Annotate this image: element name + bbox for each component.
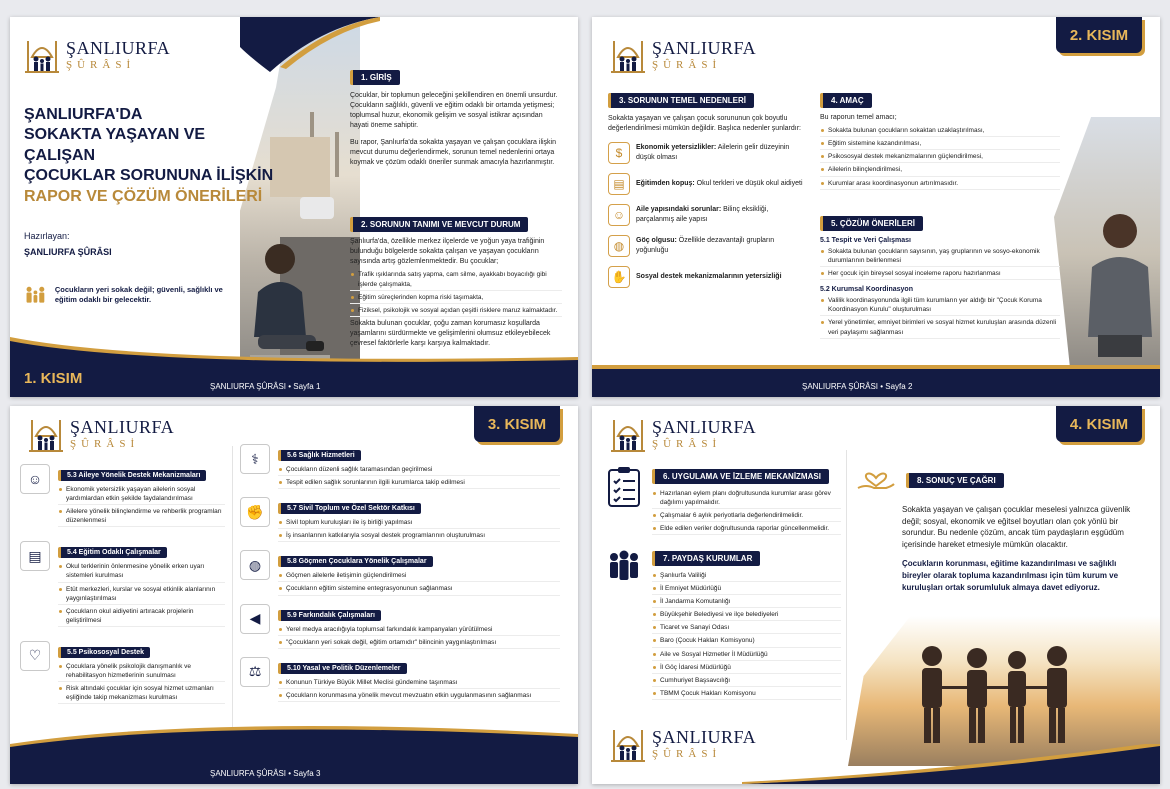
section-8-title: 8. SONUÇ VE ÇAĞRI	[906, 473, 1004, 488]
title-line-4: RAPOR VE ÇÖZÜM ÖNERİLERİ	[24, 187, 263, 205]
globe-icon: ◍	[608, 235, 630, 257]
kisim-label: 2. KISIM	[1056, 17, 1142, 53]
subsection-5-2: 5.2 Kurumsal Koordinasyon	[820, 286, 913, 294]
people-group-icon	[606, 548, 642, 584]
footer-text: ŞANLIURFA ŞÛRÂSI • Sayfa 3	[210, 769, 321, 778]
list-item: Çalışmalar 6 aylık periyotlarla değerlendirilmelidir.	[652, 511, 841, 522]
page-2	[592, 17, 1160, 397]
cause-text: Ailelerin gelir düzeyinin düşük olması	[636, 144, 790, 162]
brand-name: ŞANLIURFA	[652, 417, 757, 437]
solution-title: 5.5 Psikososyal Destek	[58, 647, 150, 658]
list-item: Etüt merkezleri, kurslar ve sosyal etkinlik alanlarının yaygınlaştırılması	[58, 585, 225, 605]
section-7-title: 7. PAYDAŞ KURUMLAR	[652, 551, 760, 566]
prepared-value: ŞANLIURFA ŞÛRÂSI	[24, 247, 112, 257]
section-1	[350, 67, 562, 168]
list-item: Okul terklerinin önlenmesine yönelik erken uyarı sistemleri kurulması	[58, 562, 225, 582]
mosque-family-logo-icon	[24, 35, 60, 75]
list-item: Çocuklara yönelik psikolojik danışmanlık ve rehabilitasyon hizmetlerinin sunulması	[58, 662, 225, 682]
section-2-title: 2. SORUNUN TANIMI VE MEVCUT DURUM	[350, 217, 528, 232]
stethoscope-icon: ⚕	[240, 444, 270, 474]
slogan-block	[24, 281, 224, 309]
solution-title: 5.8 Göçmen Çocuklara Yönelik Çalışmalar	[278, 556, 433, 567]
subsection-5-1: 5.1 Tespit ve Veri Çalışması	[820, 237, 911, 244]
brand-logo-bottom	[610, 724, 756, 764]
list-item: Elde edilen veriler doğrultusunda raporlar güncellenmelidir.	[652, 524, 841, 535]
section-1-p2: Bu rapor, Şanlıurfa'da sokakta yaşayan ve çalışan çocuklara ilişkin mevcut durumu değerlendirmek, sorunun temel nedenlerini ortaya koymak ve çözüm odaklı öneriler sunmak amacıyla hazırlanmıştır.	[350, 138, 557, 166]
list-item: "Çocukların yeri sokak değil, eğitim ortamıdır" bilincinin yaygınlaştırılması	[278, 638, 560, 649]
column-divider	[846, 450, 847, 740]
list-item: Kurumlar arası koordinasyonun artırılmasıdır.	[820, 179, 1060, 190]
list-item: İl Emniyet Müdürlüğü	[652, 584, 841, 595]
list-item: Büyükşehir Belediyesi ve ilçe belediyeleri	[652, 610, 841, 621]
cause-item	[608, 235, 808, 257]
coin-icon: $	[608, 142, 630, 164]
section-3-intro: Sokakta yaşayan ve çalışan çocuk sorununun çok boyutlu değerlendirilmesi mümkün değildir. Başlıca nedenler şunlardır:	[608, 115, 801, 133]
list-item: Yerel yönetimler, emniyet birimleri ve sosyal hizmet kuruluşları arasında düzenli veri paylaşımı sağlanması	[820, 318, 1060, 338]
kisim-label: 4. KISIM	[1056, 406, 1142, 442]
section-2-p1: Şanlıurfa'da, özellikle merkez ilçelerde ve yoğun yaya trafiğinin bulunduğu bölgelerde sokakta çalışan ve yaşayan çocukların sayısında artış gözlemlenmektedir. Bu çocuklar;	[350, 238, 545, 266]
solution-title: 5.7 Sivil Toplum ve Özel Sektör Katkısı	[278, 503, 421, 514]
list-item: Tespit edilen sağlık sorunlarının ilgili kurumlarca takip edilmesi	[278, 478, 560, 489]
globe-icon: ◍	[240, 550, 270, 580]
standing-child-illustration	[1078, 207, 1160, 357]
megaphone-icon: ◀	[240, 604, 270, 634]
list-item: Şanlıurfa Valiliği	[652, 571, 841, 582]
section-6-title: 6. UYGULAMA VE İZLEME MEKANİZMASI	[652, 469, 829, 484]
brand-sub: ŞÛRÂSİ	[70, 438, 140, 450]
kisim-label: 3. KISIM	[474, 406, 560, 442]
list-item: Ailelere yönelik bilinçlendirme ve rehberlik programları düzenlenmesi	[58, 507, 225, 527]
list-item: Psikososyal destek mekanizmalarının güçlendirilmesi,	[820, 152, 1060, 163]
decor-footer-wave	[10, 319, 578, 369]
section-2-item: Fiziksel, psikolojik ve sosyal açıdan çeşitli risklere maruz kalmaktadır.	[350, 306, 562, 317]
cause-bold: Ekonomik yetersizlikler:	[636, 144, 717, 152]
prepared-label: Hazırlayan:	[24, 231, 70, 241]
list-item: İl Jandarma Komutanlığı	[652, 597, 841, 608]
brand-sub: ŞÛRÂSİ	[66, 59, 136, 71]
list-item: İl Göç İdaresi Müdürlüğü	[652, 663, 841, 674]
list-item: Ailelerin bilinçlendirilmesi,	[820, 165, 1060, 176]
section-6	[606, 466, 841, 537]
page-1-title	[24, 105, 274, 207]
section-7	[606, 548, 841, 702]
cause-text: Okul terkleri ve düşük okul aidiyeti	[694, 180, 803, 188]
list-item: Sokakta bulunan çocukların sokaktan uzaklaştırılması,	[820, 126, 1060, 137]
cause-bold: Göç olgusu:	[636, 237, 677, 245]
list-item: Çocukların düzenli sağlık taramasından geçirilmesi	[278, 465, 560, 476]
family-icon	[24, 281, 47, 309]
solution-title: 5.4 Eğitim Odaklı Çalışmalar	[58, 547, 167, 558]
section-2-item: Trafik ışıklarında satış yapma, cam silme, ayakkabı boyacılığı gibi işlerde çalışmakta,	[350, 270, 562, 290]
section-8-p2: Çocukların korunması, eğitime kazandırılması ve sağlıklı bireyler olarak topluma kazandırılması için tüm kurum ve kuruluşları ortak sorumluluk almaya davet ediyoruz.	[902, 559, 1119, 592]
section-5-title: 5. ÇÖZÜM ÖNERİLERİ	[820, 216, 923, 231]
brand-name: ŞANLIURFA	[70, 417, 175, 437]
section-5	[820, 213, 1060, 341]
section-2-item: Eğitim süreçlerinden kopma riski taşımakta,	[350, 293, 562, 304]
brand-logo	[610, 414, 756, 454]
footer-text: ŞANLIURFA ŞÛRÂSI • Sayfa 1	[210, 382, 321, 391]
section-8-p1: Sokakta yaşayan ve çalışan çocuklar meselesi yalnızca güvenlik değil; sosyal, ekonomik ve eğitsel boyutları olan çok yönlü bir sorundur. Bu nedenle çözüm, ancak tüm paydaşların eşgüdüm içerisinde hareket etmesiyle mümkün olacaktır.	[902, 505, 1131, 549]
section-1-title: 1. GİRİŞ	[350, 70, 400, 85]
cause-item	[608, 142, 808, 164]
list-item: TBMM Çocuk Hakları Komisyonu	[652, 689, 841, 700]
list-item: Cumhuriyet Başsavcılığı	[652, 676, 841, 687]
list-item: Risk altındaki çocuklar için sosyal hizmet uzmanları eşliğinde takip mekanizması kurulması	[58, 684, 225, 704]
solution-block	[20, 641, 225, 706]
heart-hand-icon	[856, 464, 896, 496]
book-icon: ▤	[20, 541, 50, 571]
solution-title: 5.9 Farkındalık Çalışmaları	[278, 610, 381, 621]
list-item: Göçmen ailelerle iletişimin güçlendirilmesi	[278, 571, 560, 582]
solution-block	[240, 604, 560, 651]
list-item: Yerel medya aracılığıyla toplumsal farkındalık kampanyaları yürütülmesi	[278, 625, 560, 636]
cause-bold: Eğitimden kopuş:	[636, 180, 695, 188]
cause-item	[608, 173, 808, 195]
slogan-text: Çocukların yeri sokak değil; güvenli, sağlıklı ve eğitim odaklı bir gelecektir.	[54, 284, 223, 304]
list-item: Hazırlanan eylem planı doğrultusunda kurumlar arası görev dağılımı yapılmalıdır.	[652, 489, 841, 509]
list-item: Valilik koordinasyonunda ilgili tüm kurumların yer aldığı bir "Çocuk Koruma Koordinasyon Kurulu" oluşturulması	[820, 296, 1060, 316]
list-item: Sivil toplum kuruluşları ile iş birliği yapılması	[278, 518, 560, 529]
solution-block	[240, 497, 560, 544]
mosque-family-logo-icon	[28, 414, 64, 454]
brand-name: ŞANLIURFA	[652, 38, 757, 58]
cause-bold: Sosyal destek mekanizmalarının yetersizliği	[636, 273, 782, 281]
decor-footer-wave	[10, 716, 578, 756]
cause-text: Bilinç eksikliği, parçalanmış aile yapısı	[636, 206, 769, 224]
solution-title: 5.10 Yasal ve Politik Düzenlemeler	[278, 663, 407, 674]
list-item: Aile ve Sosyal Hizmetler İl Müdürlüğü	[652, 650, 841, 661]
solution-block	[240, 444, 560, 491]
list-item: Eğitim sistemine kazandırılması,	[820, 139, 1060, 150]
solution-block	[240, 657, 560, 704]
section-3	[608, 90, 808, 297]
solution-title: 5.3 Aileye Yönelik Destek Mekanizmaları	[58, 470, 206, 481]
checklist-icon	[606, 466, 642, 508]
decor-footer-wave	[742, 744, 1160, 784]
title-line-3: ÇOCUKLAR SORUNUNA İLİŞKİN	[24, 167, 274, 185]
brand-name: ŞANLIURFA	[652, 727, 757, 747]
page-3	[10, 406, 578, 784]
book-icon: ▤	[608, 173, 630, 195]
section-1-p1: Çocuklar, bir toplumun geleceğini şekillendiren en önemli unsurdur. Çocukların sağlıklı, güvenli ve eğitim odaklı bir ortamda yetişmesi; toplumsal huzur, ekonomik gelişim ve sosyal istikrar açısından hayati öneme sahiptir.	[350, 92, 558, 130]
section-4	[820, 90, 1060, 192]
solution-block	[20, 541, 225, 629]
solution-block	[240, 550, 560, 597]
cause-text: Özellikle dezavantajlı grupların yoğunluğu	[636, 237, 775, 255]
cause-item	[608, 204, 808, 226]
list-item: Ticaret ve Sanayi Odası	[652, 623, 841, 634]
brand-logo	[28, 414, 174, 454]
brand-sub: ŞÛRÂSİ	[652, 438, 722, 450]
brand-sub: ŞÛRÂSİ	[652, 748, 722, 760]
page-1	[10, 17, 578, 397]
kisim-label: 1. KISIM	[24, 370, 83, 387]
heart-hand-icon: ♡	[20, 641, 50, 671]
list-item: Ekonomik yetersizlik yaşayan ailelerin sosyal yardımlardan etkin şekilde faydalandırılması	[58, 485, 225, 505]
mosque-family-logo-icon	[610, 414, 646, 454]
title-line-1: ŞANLIURFA'DA	[24, 106, 143, 123]
mosque-family-logo-icon	[610, 724, 646, 764]
section-3-title: 3. SORUNUN TEMEL NEDENLERİ	[608, 93, 754, 108]
column-divider	[232, 446, 233, 736]
list-item: Baro (Çocuk Hakları Komisyonu)	[652, 636, 841, 647]
list-item: Çocukların eğitim sistemine entegrasyonunun sağlanması	[278, 584, 560, 595]
brand-logo	[610, 35, 756, 75]
hands-icon: ✊	[240, 497, 270, 527]
list-item: Sokakta bulunan çocukların sayısının, yaş gruplarının ve sosyo-ekonomik durumlarının belirlenmesi	[820, 247, 1060, 267]
section-8	[856, 464, 1146, 593]
mosque-family-logo-icon	[610, 35, 646, 75]
footer-text: ŞANLIURFA ŞÛRÂSI • Sayfa 2	[802, 382, 913, 391]
list-item: Her çocuk için bireysel sosyal inceleme raporu hazırlanması	[820, 269, 1060, 280]
brand-name: ŞANLIURFA	[66, 38, 171, 58]
scales-icon: ⚖	[240, 657, 270, 687]
list-item: Çocukların okul aidiyetini artıracak projelerin geliştirilmesi	[58, 607, 225, 627]
title-line-2: SOKAKTA YAŞAYAN VE ÇALIŞAN	[24, 126, 206, 164]
brand-logo	[24, 35, 170, 75]
cause-item	[608, 266, 808, 288]
page-4	[592, 406, 1160, 784]
support-icon: ✋	[608, 266, 630, 288]
section-4-title: 4. AMAÇ	[820, 93, 872, 108]
section-4-intro: Bu raporun temel amacı;	[820, 114, 897, 121]
list-item: Konunun Türkiye Büyük Millet Meclisi gündemine taşınması	[278, 678, 560, 689]
cause-bold: Aile yapısındaki sorunlar:	[636, 206, 722, 214]
family-icon: ☺	[608, 204, 630, 226]
family-icon: ☺	[20, 464, 50, 494]
list-item: Çocukların korunmasına yönelik mevcut mevzuatın etkin uygulanmasının sağlanması	[278, 691, 560, 702]
brand-sub: ŞÛRÂSİ	[652, 59, 722, 71]
solution-block	[20, 464, 225, 529]
solution-title: 5.6 Sağlık Hizmetleri	[278, 450, 361, 461]
section-2-p2: Sokakta bulunan çocuklar, çoğu zaman korumasız koşullarda yaşamlarını sürdürmekte ve gelişimlerini olumsuz etkileyebilecek çevresel faktörlerle karşı karşıya kalmaktadır.	[350, 319, 551, 348]
list-item: İş insanlarının katkılarıyla sosyal destek programlarının oluşturulması	[278, 531, 560, 542]
children-holding-hands-illustration	[902, 638, 1092, 748]
